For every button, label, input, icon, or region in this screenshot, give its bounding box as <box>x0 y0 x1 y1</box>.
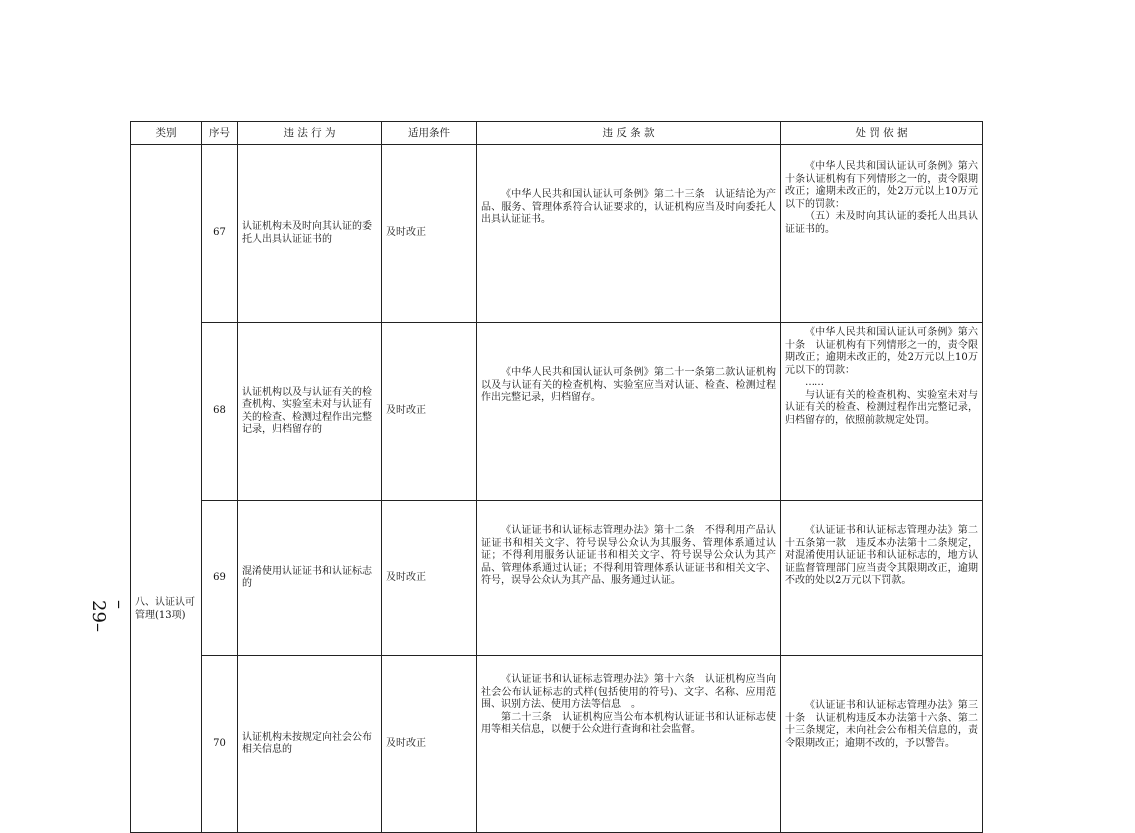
clause-paragraph: 第二十三条 认证机构应当公布本机构认证证书和认证标志使用等相关信息，以便于公众进行查询和社会监督。 <box>481 711 776 735</box>
clause-paragraph: 《中华人民共和国认证认可条例》第二十一条第二款认证机构以及与认证有关的检查机构、实验室应当对认证、检查、检测过程作出完整记录，归档留存。 <box>481 367 776 403</box>
condition-cell: 及时改正 <box>382 501 477 656</box>
basis-cell <box>781 501 983 656</box>
seq-cell: 67 <box>202 145 238 323</box>
regulation-table <box>130 121 983 833</box>
clause-paragraph: 《中华人民共和国认证认可条例》第二十三条 认证结论为产品、服务、管理体系符合认证要求的，认证机构应当及时向委托人出具认证证书。 <box>481 189 776 225</box>
table-row <box>131 501 983 656</box>
condition-cell: 及时改正 <box>382 323 477 501</box>
basis-paragraph: 《中华人民共和国认证认可条例》第六十条 认证机构有下列情形之一的，责令限期改正；逾期未改正的，处2万元以上10万元以下的罚款： <box>785 327 978 376</box>
table-row <box>131 656 983 833</box>
header-category: 类别 <box>131 122 202 145</box>
act-cell: 认证机构未按规定向社会公布相关信息的 <box>238 656 382 833</box>
clause-cell <box>477 323 781 501</box>
condition-cell: 及时改正 <box>382 656 477 833</box>
header-clause: 违 反 条 款 <box>477 122 781 145</box>
seq-cell: 69 <box>202 501 238 656</box>
basis-paragraph: 《中华人民共和国认证认可条例》第六十条认证机构有下列情形之一的，责令限期改正；逾期未改正的，处2万元以上10万元以下的罚款： <box>785 161 978 210</box>
header-act: 违 法 行 为 <box>238 122 382 145</box>
table-row <box>131 145 983 323</box>
header-seq: 序号 <box>202 122 238 145</box>
basis-ellipsis: …… <box>805 377 823 388</box>
basis-cell <box>781 145 983 323</box>
table-row <box>131 323 983 501</box>
basis-paragraph: 《认证证书和认证标志管理办法》第二十五条第一款 违反本办法第十二条规定，对混淆使用认证证书和认证标志的，地方认证监督管理部门应当责令其限期改正，逾期不改的处以2万元以下罚款。 <box>785 525 978 586</box>
clause-paragraph: 《认证证书和认证标志管理办法》第十二条 不得利用产品认证证书和相关文字、符号误导公众认为其服务、管理体系通过认证；不得利用服务认证证书和相关文字、符号误导公众认为其产品、管理体系通过认证；不得利用管理体系认证证书和相关文字、符号，误导公众认为其产品、服务通过认证。 <box>481 525 776 586</box>
category-label: 八、认证认可管理(13项) <box>135 596 195 621</box>
clause-cell <box>477 656 781 833</box>
clause-cell <box>477 501 781 656</box>
basis-cell <box>781 656 983 833</box>
header-condition: 适用条件 <box>382 122 477 145</box>
basis-paragraph: 与认证有关的检查机构、实验室未对与认证有关的检查、检测过程作出完整记录，归档留存的，依照前款规定处罚。 <box>785 389 978 426</box>
basis-cell <box>781 323 983 501</box>
basis-paragraph: 《认证证书和认证标志管理办法》第三十条 认证机构违反本办法第十六条、第二十三条规定，未向社会公布相关信息的，责令限期改正；逾期不改的，予以警告。 <box>785 700 978 749</box>
act-cell: 认证机构未及时向其认证的委托人出具认证证书的 <box>238 145 382 323</box>
page-number: –29– <box>88 600 130 632</box>
table-header-row <box>131 122 983 145</box>
category-cell <box>131 145 202 833</box>
header-basis: 处 罚 依 据 <box>781 122 983 145</box>
basis-paragraph: （五）未及时向其认证的委托人出具认证证书的。 <box>785 211 978 235</box>
clause-cell <box>477 145 781 323</box>
act-cell: 混淆使用认证证书和认证标志的 <box>238 501 382 656</box>
act-cell: 认证机构以及与认证有关的检查机构、实验室未对与认证有关的检查、检测过程作出完整记录，归档留存的 <box>238 323 382 501</box>
seq-cell: 68 <box>202 323 238 501</box>
condition-cell: 及时改正 <box>382 145 477 323</box>
clause-paragraph: 《认证证书和认证标志管理办法》第十六条 认证机构应当向社会公布认证标志的式样(包括使用的符号)、文字、名称、应用范围、识别方法、使用方法等信息 。 <box>481 674 776 710</box>
seq-cell: 70 <box>202 656 238 833</box>
